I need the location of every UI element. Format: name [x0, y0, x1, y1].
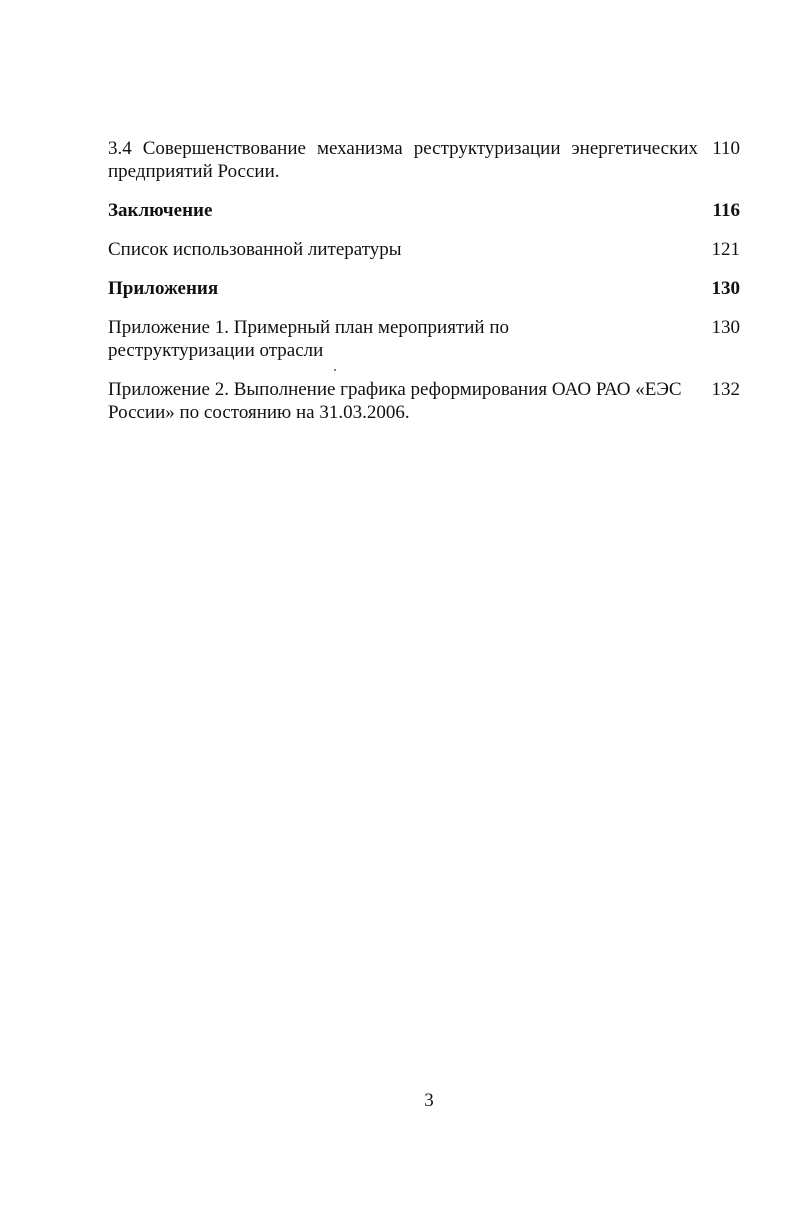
toc-entry-title: Приложения [108, 278, 219, 299]
toc-entry-appendix-1[interactable] [108, 316, 740, 362]
toc-entry-page: 110 [712, 138, 740, 159]
toc-entry-title: Приложение 2. Выполнение графика реформирования ОАО РАО «ЕЭС России» по состоянию на 31.03.2006. [108, 379, 682, 423]
toc-entry-page: 132 [711, 379, 740, 400]
page-number: 3 [424, 1090, 434, 1111]
toc-entry-title: Список использованной литературы [108, 239, 402, 260]
toc-entry-appendix-2[interactable] [108, 378, 740, 424]
toc-entry-appendices[interactable] [108, 277, 740, 300]
scan-speck [334, 369, 336, 371]
toc-entry-title: Приложение 1. Примерный план мероприятий по реструктуризации отрасли [108, 317, 510, 361]
table-of-contents [108, 137, 740, 424]
toc-entry-page: 116 [712, 200, 740, 221]
toc-entry-page: 121 [711, 239, 740, 260]
toc-entry-page: 130 [711, 317, 740, 338]
toc-entry-references[interactable] [108, 238, 740, 261]
toc-entry-title: Заключение [108, 200, 213, 221]
toc-entry-3-4[interactable] [108, 137, 740, 183]
toc-entry-conclusion[interactable] [108, 199, 740, 222]
toc-entry-page: 130 [711, 278, 740, 299]
toc-entry-title: 3.4 Совершенствование механизма реструктуризации энергетических предприятий России. [108, 138, 698, 182]
